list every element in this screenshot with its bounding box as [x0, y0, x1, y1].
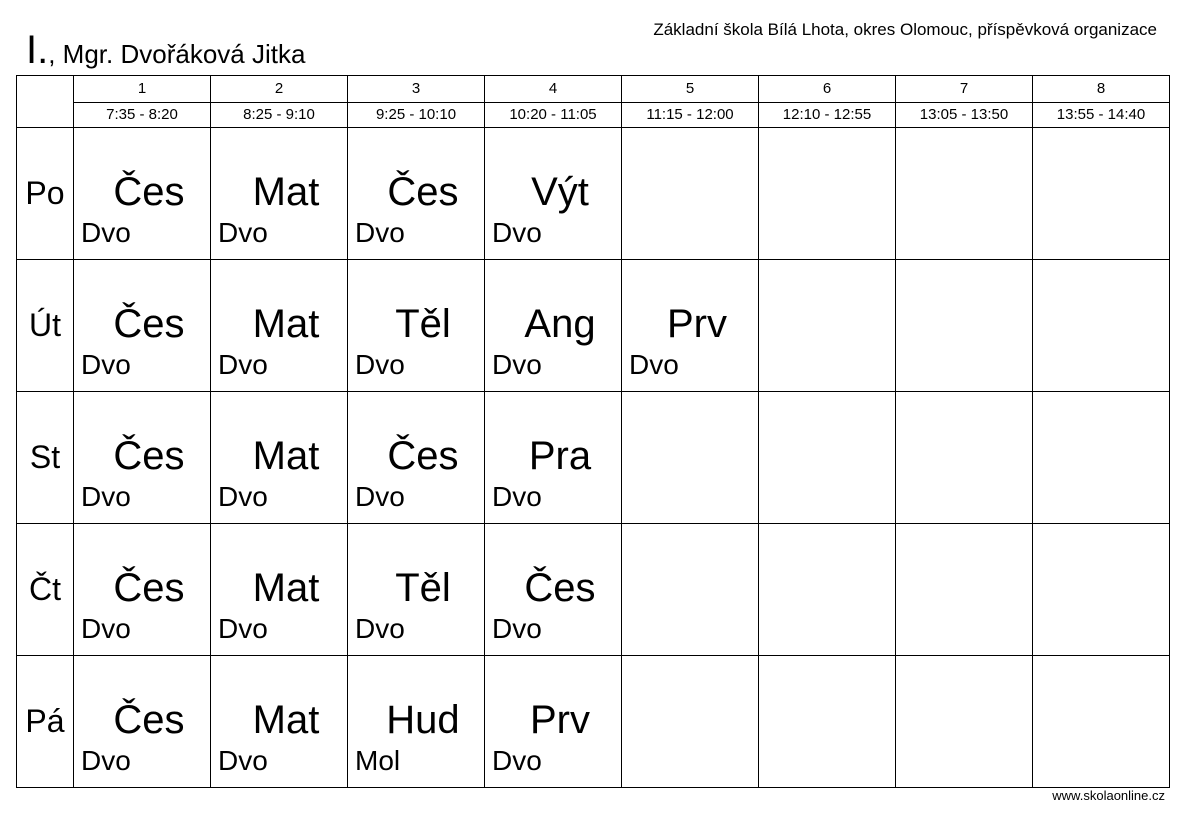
period-header-row: [17, 76, 1170, 128]
lesson-cell: [348, 128, 485, 260]
lesson-cell: [485, 656, 622, 788]
empty-cell: [622, 524, 759, 656]
page-title: [26, 30, 305, 70]
empty-cell: [622, 392, 759, 524]
lesson-subject: Mat: [252, 698, 320, 742]
lesson-teacher: Dvo: [629, 349, 679, 380]
lesson-subject: Prv: [530, 698, 590, 742]
lesson-subject: Pra: [528, 434, 592, 478]
period-time: 7:35 - 8:20: [106, 106, 178, 123]
lesson-cell: [348, 656, 485, 788]
day-name: St: [17, 392, 74, 524]
empty-cell: [896, 656, 1033, 788]
day-row: [17, 128, 1170, 260]
lesson-subject: Hud: [386, 698, 460, 742]
lesson-teacher: Dvo: [81, 349, 131, 380]
lesson-teacher: Dvo: [218, 613, 268, 644]
lesson-cell: [74, 524, 211, 656]
empty-cell: [1033, 524, 1170, 656]
lesson-teacher: Dvo: [492, 217, 542, 248]
period-number: 7: [896, 76, 1032, 103]
empty-cell: [759, 656, 896, 788]
lesson-teacher: Dvo: [218, 217, 268, 248]
lesson-subject: Těl: [395, 302, 451, 346]
lesson-cell: [74, 128, 211, 260]
lesson-subject: Mat: [252, 434, 320, 478]
period-header-5: [622, 76, 759, 128]
period-number: 2: [211, 76, 347, 103]
empty-cell: [622, 128, 759, 260]
lesson-subject: Čes: [113, 566, 185, 610]
lesson-subject: Čes: [387, 170, 459, 214]
lesson-cell: [74, 656, 211, 788]
period-time: 12:10 - 12:55: [782, 106, 872, 123]
empty-cell: [759, 524, 896, 656]
lesson-teacher: Dvo: [81, 613, 131, 644]
lesson-teacher: Dvo: [492, 745, 542, 776]
lesson-subject: Čes: [113, 434, 185, 478]
period-time: 10:20 - 11:05: [509, 106, 597, 123]
lesson-subject: Mat: [252, 302, 320, 346]
empty-cell: [622, 656, 759, 788]
lesson-cell: [211, 392, 348, 524]
lesson-subject: Čes: [113, 698, 185, 742]
lesson-teacher: Dvo: [218, 349, 268, 380]
empty-cell: [1033, 260, 1170, 392]
lesson-subject: Výt: [531, 170, 589, 214]
empty-cell: [759, 128, 896, 260]
lesson-cell: [74, 392, 211, 524]
empty-cell: [1033, 392, 1170, 524]
period-time: 13:05 - 13:50: [919, 106, 1009, 123]
period-header-7: [896, 76, 1033, 128]
lesson-cell: [211, 656, 348, 788]
lesson-cell: [348, 260, 485, 392]
lesson-subject: Čes: [113, 302, 185, 346]
lesson-teacher: Dvo: [492, 613, 542, 644]
empty-cell: [896, 392, 1033, 524]
lesson-teacher: Dvo: [81, 217, 131, 248]
lesson-subject: Čes: [113, 170, 185, 214]
period-header-6: [759, 76, 896, 128]
day-name: Po: [17, 128, 74, 260]
empty-cell: [896, 260, 1033, 392]
timetable: [16, 75, 1170, 788]
period-number: 5: [622, 76, 758, 103]
lesson-teacher: Dvo: [81, 745, 131, 776]
footer-url: www.skolaonline.cz: [1052, 788, 1165, 803]
lesson-cell: [485, 524, 622, 656]
period-number: 1: [74, 76, 210, 103]
lesson-cell: [211, 128, 348, 260]
class-teacher: , Mgr. Dvořáková Jitka: [48, 39, 306, 69]
day-name: Čt: [17, 524, 74, 656]
lesson-subject: Ang: [524, 302, 596, 346]
lesson-cell: [74, 260, 211, 392]
lesson-cell: [348, 392, 485, 524]
empty-cell: [1033, 656, 1170, 788]
day-row: [17, 260, 1170, 392]
lesson-cell: [485, 392, 622, 524]
lesson-cell: [485, 128, 622, 260]
lesson-subject: Mat: [252, 170, 320, 214]
lesson-teacher: Dvo: [355, 349, 405, 380]
lesson-cell: [622, 260, 759, 392]
period-header-1: [74, 76, 211, 128]
day-name: Pá: [17, 656, 74, 788]
period-time: 8:25 - 9:10: [243, 106, 315, 123]
lesson-teacher: Dvo: [492, 349, 542, 380]
lesson-teacher: Dvo: [218, 481, 268, 512]
day-row: [17, 524, 1170, 656]
period-number: 8: [1033, 76, 1169, 103]
lesson-subject: Mat: [252, 566, 320, 610]
period-number: 6: [759, 76, 895, 103]
lesson-subject: Prv: [667, 302, 727, 346]
period-header-2: [211, 76, 348, 128]
lesson-cell: [211, 260, 348, 392]
lesson-teacher: Dvo: [355, 217, 405, 248]
lesson-subject: Těl: [395, 566, 451, 610]
lesson-teacher: Dvo: [492, 481, 542, 512]
lesson-subject: Čes: [524, 566, 596, 610]
lesson-teacher: Dvo: [218, 745, 268, 776]
lesson-teacher: Mol: [355, 745, 401, 776]
lesson-cell: [211, 524, 348, 656]
lesson-teacher: Dvo: [355, 613, 405, 644]
period-number: 3: [348, 76, 484, 103]
day-row: [17, 392, 1170, 524]
day-name: Út: [17, 260, 74, 392]
period-number: 4: [485, 76, 621, 103]
empty-cell: [759, 260, 896, 392]
lesson-cell: [348, 524, 485, 656]
day-row: [17, 656, 1170, 788]
period-time: 11:15 - 12:00: [646, 106, 734, 123]
lesson-teacher: Dvo: [81, 481, 131, 512]
empty-cell: [896, 128, 1033, 260]
school-name: Základní škola Bílá Lhota, okres Olomouc, příspěvková organizace: [653, 20, 1157, 39]
period-header-4: [485, 76, 622, 128]
period-header-8: [1033, 76, 1170, 128]
period-time: 9:25 - 10:10: [375, 106, 457, 123]
corner-cell: [17, 76, 74, 128]
lesson-cell: [485, 260, 622, 392]
empty-cell: [896, 524, 1033, 656]
empty-cell: [1033, 128, 1170, 260]
period-header-3: [348, 76, 485, 128]
class-name: I.: [26, 28, 49, 72]
lesson-subject: Čes: [387, 434, 459, 478]
empty-cell: [759, 392, 896, 524]
period-time: 13:55 - 14:40: [1056, 106, 1146, 123]
lesson-teacher: Dvo: [355, 481, 405, 512]
